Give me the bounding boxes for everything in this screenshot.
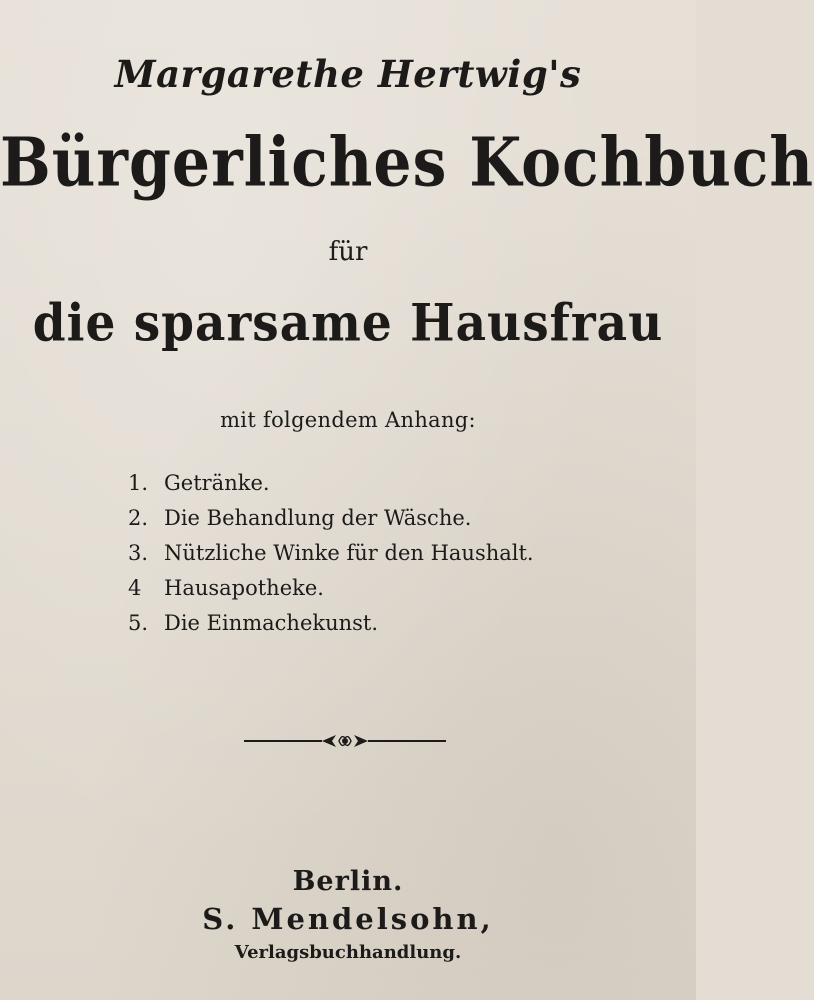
appendix-item xyxy=(128,466,534,501)
imprint-city: Berlin. xyxy=(292,866,404,897)
imprint-publisher: S. Mendelsohn, xyxy=(202,902,494,936)
appendix-item xyxy=(128,571,534,606)
imprint-role: Verlagsbuchhandlung. xyxy=(234,942,462,963)
appendix-item-number: 1. xyxy=(128,471,149,495)
book-title: Bürgerliches Kochbuch xyxy=(0,123,814,203)
appendix-item-text: Die Einmachekunst. xyxy=(164,611,379,635)
appendix-item-text: Nützliche Winke für den Haushalt. xyxy=(164,541,534,565)
appendix-item-number: 4 xyxy=(128,576,142,600)
appendix-item xyxy=(128,501,534,536)
appendix-item-number: 5. xyxy=(128,611,149,635)
appendix-item-number: 3. xyxy=(128,541,149,565)
for-word: für xyxy=(328,237,368,267)
appendix-intro: mit folgendem Anhang: xyxy=(220,408,476,432)
appendix-item-text: Hausapotheke. xyxy=(164,576,324,600)
appendix-list xyxy=(128,466,534,641)
appendix-item-text: Getränke. xyxy=(164,471,270,495)
flourish-divider-icon xyxy=(244,730,446,752)
author-line: Margarethe Hertwig's xyxy=(114,52,582,96)
appendix-item-text: Die Behandlung der Wäsche. xyxy=(164,506,472,530)
appendix-item xyxy=(128,606,534,641)
appendix-item xyxy=(128,536,534,571)
appendix-item-number: 2. xyxy=(128,506,149,530)
book-subtitle: die sparsame Hausfrau xyxy=(32,293,664,354)
